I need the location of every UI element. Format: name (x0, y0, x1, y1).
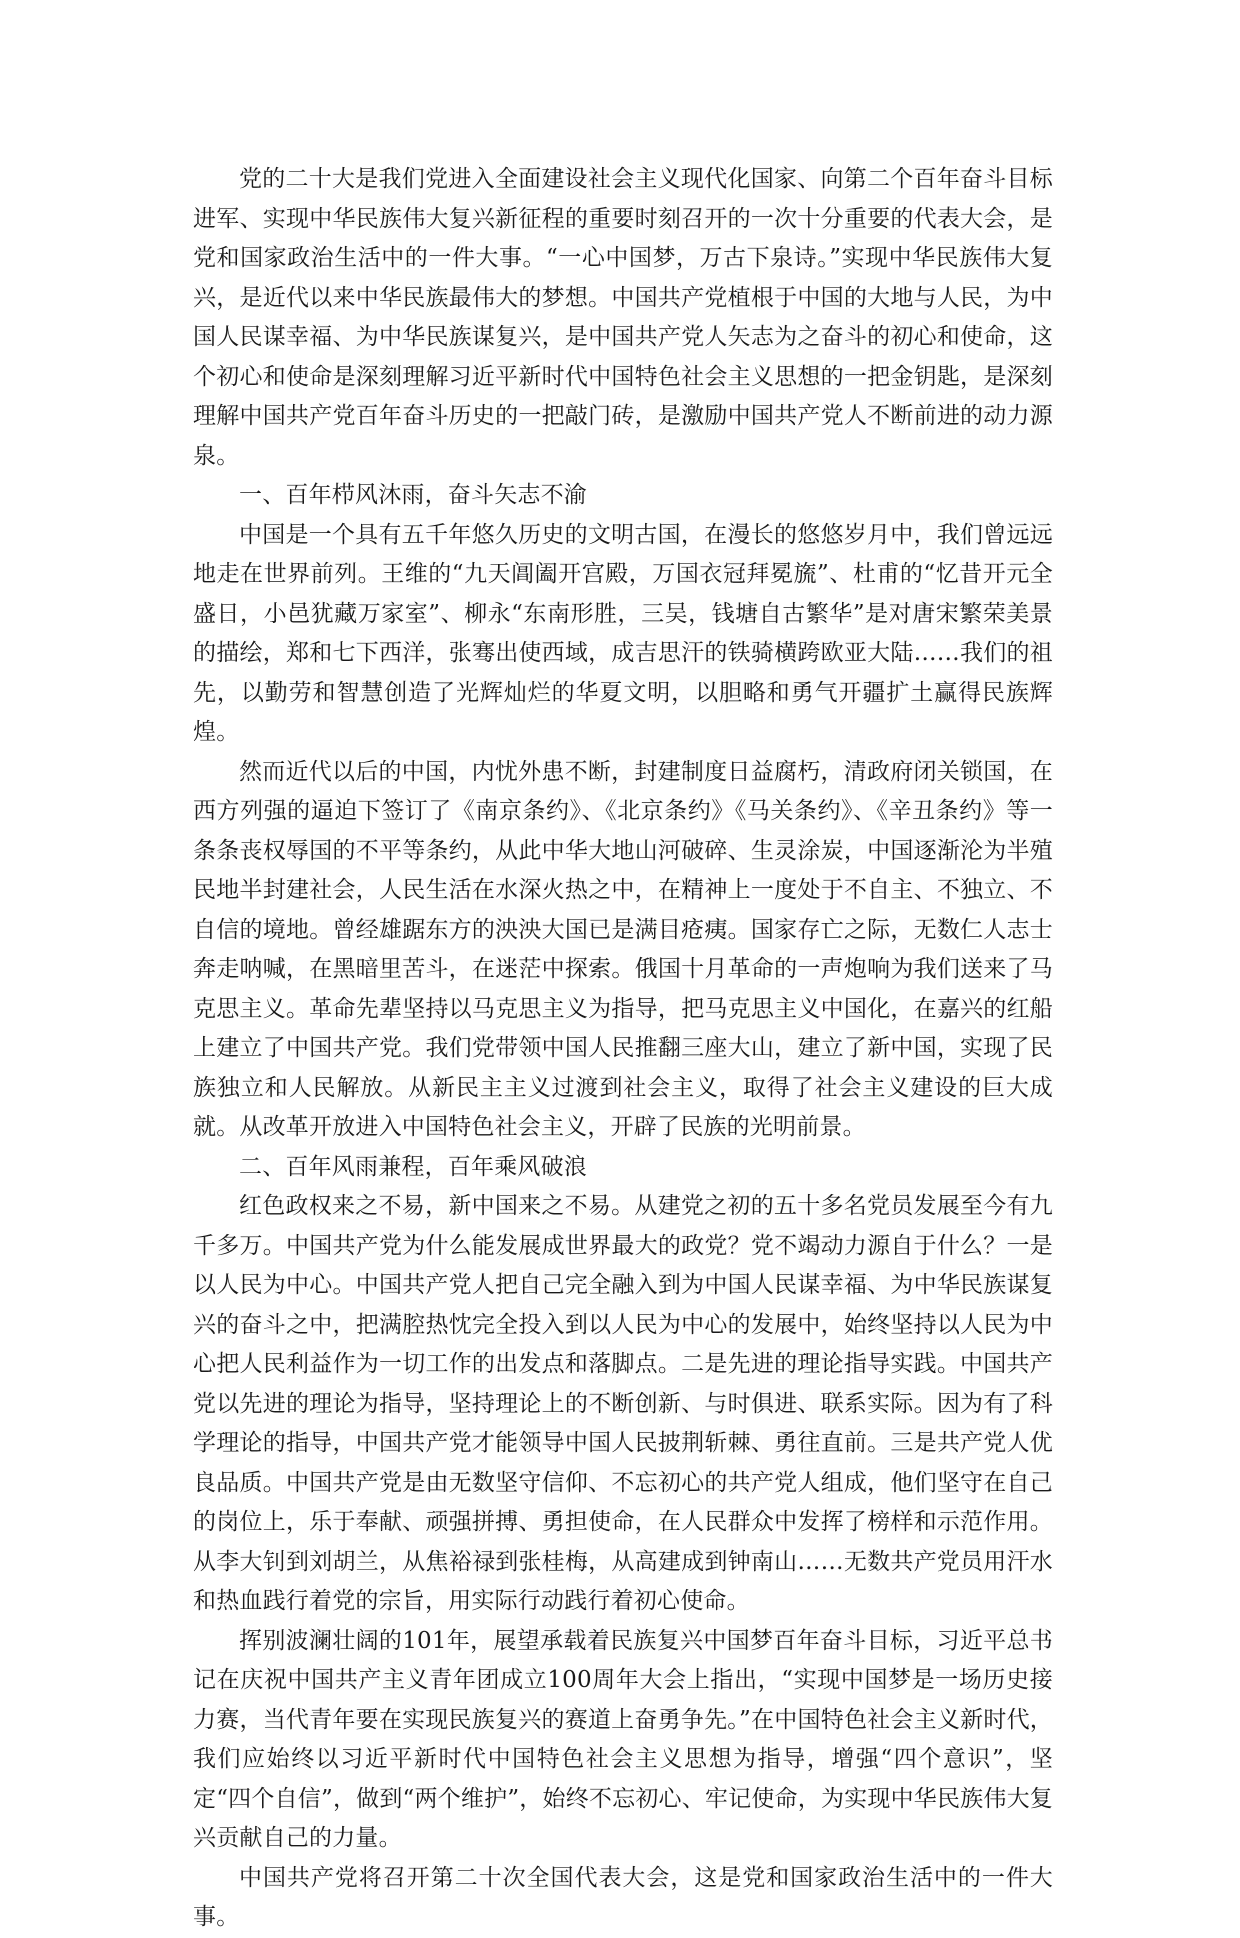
paragraph-party-development: 红色政权来之不易，新中国来之不易。从建党之初的五十多名党员发展至今有九千多万。中国共产党为什么能发展成世界最大的政党？党不竭动力源自于什么？一是以人民为中心。中国共产党人把自己完全融入到为中国人民谋幸福、为中华民族谋复兴的奋斗之中，把满腔热忱完全投入到以人民为中心的发展中，始终坚持以人民为中心把人民利益作为一切工作的出发点和落脚点。二是先进的理论指导实践。中国共产党以先进的理论为指导，坚持理论上的不断创新、与时俱进、联系实际。因为有了科学理论的指导，中国共产党才能领导中国人民披荆斩棘、勇往直前。三是共产党人优良品质。中国共产党是由无数坚守信仰、不忘初心的共产党人组成，他们坚守在自己的岗位上，乐于奉献、顽强拼搏、勇担使命，在人民群众中发挥了榜样和示范作用。从李大钊到刘胡兰，从焦裕禄到张桂梅，从高建成到钟南山……无数共产党员用汗水和热血践行着党的宗旨，用实际行动践行着初心使命。 (193, 1193, 1053, 1614)
section-heading-2: 二、百年风雨兼程，百年乘风破浪 (239, 1153, 587, 1180)
paragraph-intro: 党的二十大是我们党进入全面建设社会主义现代化国家、向第二个百年奋斗目标进军、实现中华民族伟大复兴新征程的重要时刻召开的一次十分重要的代表大会，是党和国家政治生活中的一件大事。“一心中国梦，万古下泉诗。”实现中华民族伟大复兴，是近代以来中华民族最伟大的梦想。中国共产党植根于中国的大地与人民，为中国人民谋幸福、为中华民族谋复兴，是中国共产党人矢志为之奋斗的初心和使命，这个初心和使命是深刻理解习近平新时代中国特色社会主义思想的一把金钥匙，是深刻理解中国共产党百年奋斗历史的一把敲门砖，是激励中国共产党人不断前进的动力源泉。 (193, 166, 1053, 469)
paragraph-outlook: 挥别波澜壮阔的101年，展望承载着民族复兴中国梦百年奋斗目标，习近平总书记在庆祝中国共产主义青年团成立100周年大会上指出，“实现中国梦是一场历史接力赛，当代青年要在实现民族复兴的赛道上奋勇争先。”在中国特色社会主义新时代，我们应始终以习近平新时代中国特色社会主义思想为指导，增强“四个意识”，坚定“四个自信”，做到“两个维护”，始终不忘初心、牢记使命，为实现中华民族伟大复兴贡献自己的力量。 (193, 1627, 1053, 1851)
paragraph-history: 中国是一个具有五千年悠久历史的文明古国，在漫长的悠悠岁月中，我们曾远远地走在世界前列。王维的“九天阊阖开宫殿，万国衣冠拜冕旒”、杜甫的“忆昔开元全盛日，小邑犹藏万家室”、柳永“东南形胜，三吴，钱塘自古繁华”是对唐宋繁荣美景的描绘，郑和七下西洋，张骞出使西域，成吉思汗的铁骑横跨欧亚大陆……我们的祖先，以勤劳和智慧创造了光辉灿烂的华夏文明，以胆略和勇气开疆扩土赢得民族辉煌。 (193, 521, 1053, 745)
paragraph-modern-china: 然而近代以后的中国，内忧外患不断，封建制度日益腐朽，清政府闭关锁国，在西方列强的逼迫下签订了《南京条约》、《北京条约》《马关条约》、《辛丑条约》等一条条丧权辱国的不平等条约，从此中华大地山河破碎、生灵涂炭，中国逐渐沦为半殖民地半封建社会，人民生活在水深火热之中，在精神上一度处于不自主、不独立、不自信的境地。曾经雄踞东方的泱泱大国已是满目疮痍。国家存亡之际，无数仁人志士奔走呐喊，在黑暗里苦斗，在迷茫中探索。俄国十月革命的一声炮响为我们送来了马克思主义。革命先辈坚持以马克思主义为指导，把马克思主义中国化，在嘉兴的红船上建立了中国共产党。我们党带领中国人民推翻三座大山，建立了新中国，实现了民族独立和人民解放。从新民主主义过渡到社会主义，取得了社会主义建设的巨大成就。从改革开放进入中国特色社会主义，开辟了民族的光明前景。 (193, 758, 1053, 1140)
paragraph-closing: 中国共产党将召开第二十次全国代表大会，这是党和国家政治生活中的一件大事。 (193, 1864, 1053, 1930)
document-page (193, 160, 1053, 1938)
section-heading-1: 一、百年栉风沐雨，奋斗矢志不渝 (239, 482, 587, 508)
